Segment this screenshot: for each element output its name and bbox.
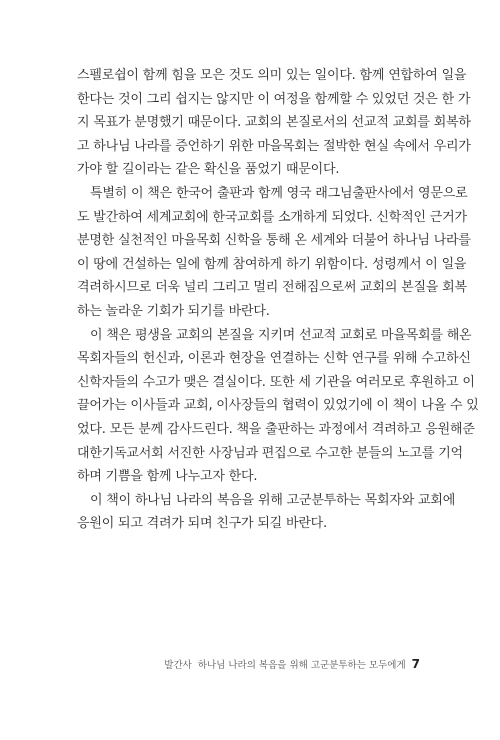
text-line: 하며 기쁨을 함께 나누고자 한다.	[77, 469, 258, 485]
footer-running-title: 하나님 나라의 복음을 위해 고군분투하는 모두에게	[197, 660, 406, 671]
text-line: 격려하시므로 더욱 널리 그리고 멀리 전해짐으로써 교회의 본질을 회복	[77, 280, 467, 296]
text-line: 이 땅에 건설하는 일에 함께 참여하게 하기 위함이다. 성령께서 이 일을	[77, 256, 467, 272]
text-line: 이 책이 하나님 나라의 복음을 위해 고군분투하는 목회자와 교회에	[90, 492, 456, 508]
text-line: 특별히 이 책은 한국어 출판과 함께 영국 래그님출판사에서 영문으로	[90, 185, 468, 201]
text-line: 도 발간하여 세계교회에 한국교회를 소개하게 되었다. 신학적인 근거가	[77, 209, 467, 225]
text-line: 스펠로쉽이 함께 힘을 모은 것도 의미 있는 일이다. 함께 연합하여 일을	[77, 68, 467, 83]
footer-section-label: 발간사	[164, 660, 192, 671]
body-text	[77, 64, 479, 536]
text-line: 대한기독교서회 서진한 사장님과 편집으로 수고한 분들의 노고를 기억	[77, 445, 463, 461]
text-line: 신학자들의 수고가 맺은 결실이다. 또한 세 기관을 여러모로 후원하고 이	[77, 374, 475, 390]
text-line: 끌어가는 이사들과 교회, 이사장들의 협력이 있었기에 이 책이 나올 수 있	[77, 398, 479, 414]
text-line: 고 하나님 나라를 증언하기 위한 마을목회는 절박한 현실 속에서 우리가	[77, 138, 471, 154]
text-line: 분명한 실천적인 마을목회 신학을 통해 온 세계와 더불어 하나님 나라를	[77, 233, 471, 249]
text-line: 한다는 것이 그리 쉽지는 않지만 이 여정을 함께할 수 있었던 것은 한 가	[77, 91, 471, 107]
text-line: 었다. 모든 분께 감사드린다. 책을 출판하는 과정에서 격려하고 응원해준	[77, 421, 475, 437]
text-line: 가야 할 길이라는 같은 확신을 품었기 때문이다.	[77, 162, 340, 178]
page-number: 7	[411, 657, 420, 671]
text-line: 하는 놀라운 기회가 되기를 바란다.	[77, 303, 270, 319]
page-footer	[164, 657, 420, 671]
text-line: 목회자들의 헌신과, 이론과 현장을 연결하는 신학 연구를 위해 수고하신	[77, 351, 471, 367]
text-line: 지 목표가 분명했기 때문이다. 교회의 본질로서의 선교적 교회를 회복하	[77, 115, 471, 131]
text-line: 이 책은 평생을 교회의 본질을 지키며 선교적 교회로 마을목회를 해온	[90, 327, 472, 343]
text-line: 응원이 되고 격려가 되며 친구가 되길 바란다.	[77, 516, 327, 532]
